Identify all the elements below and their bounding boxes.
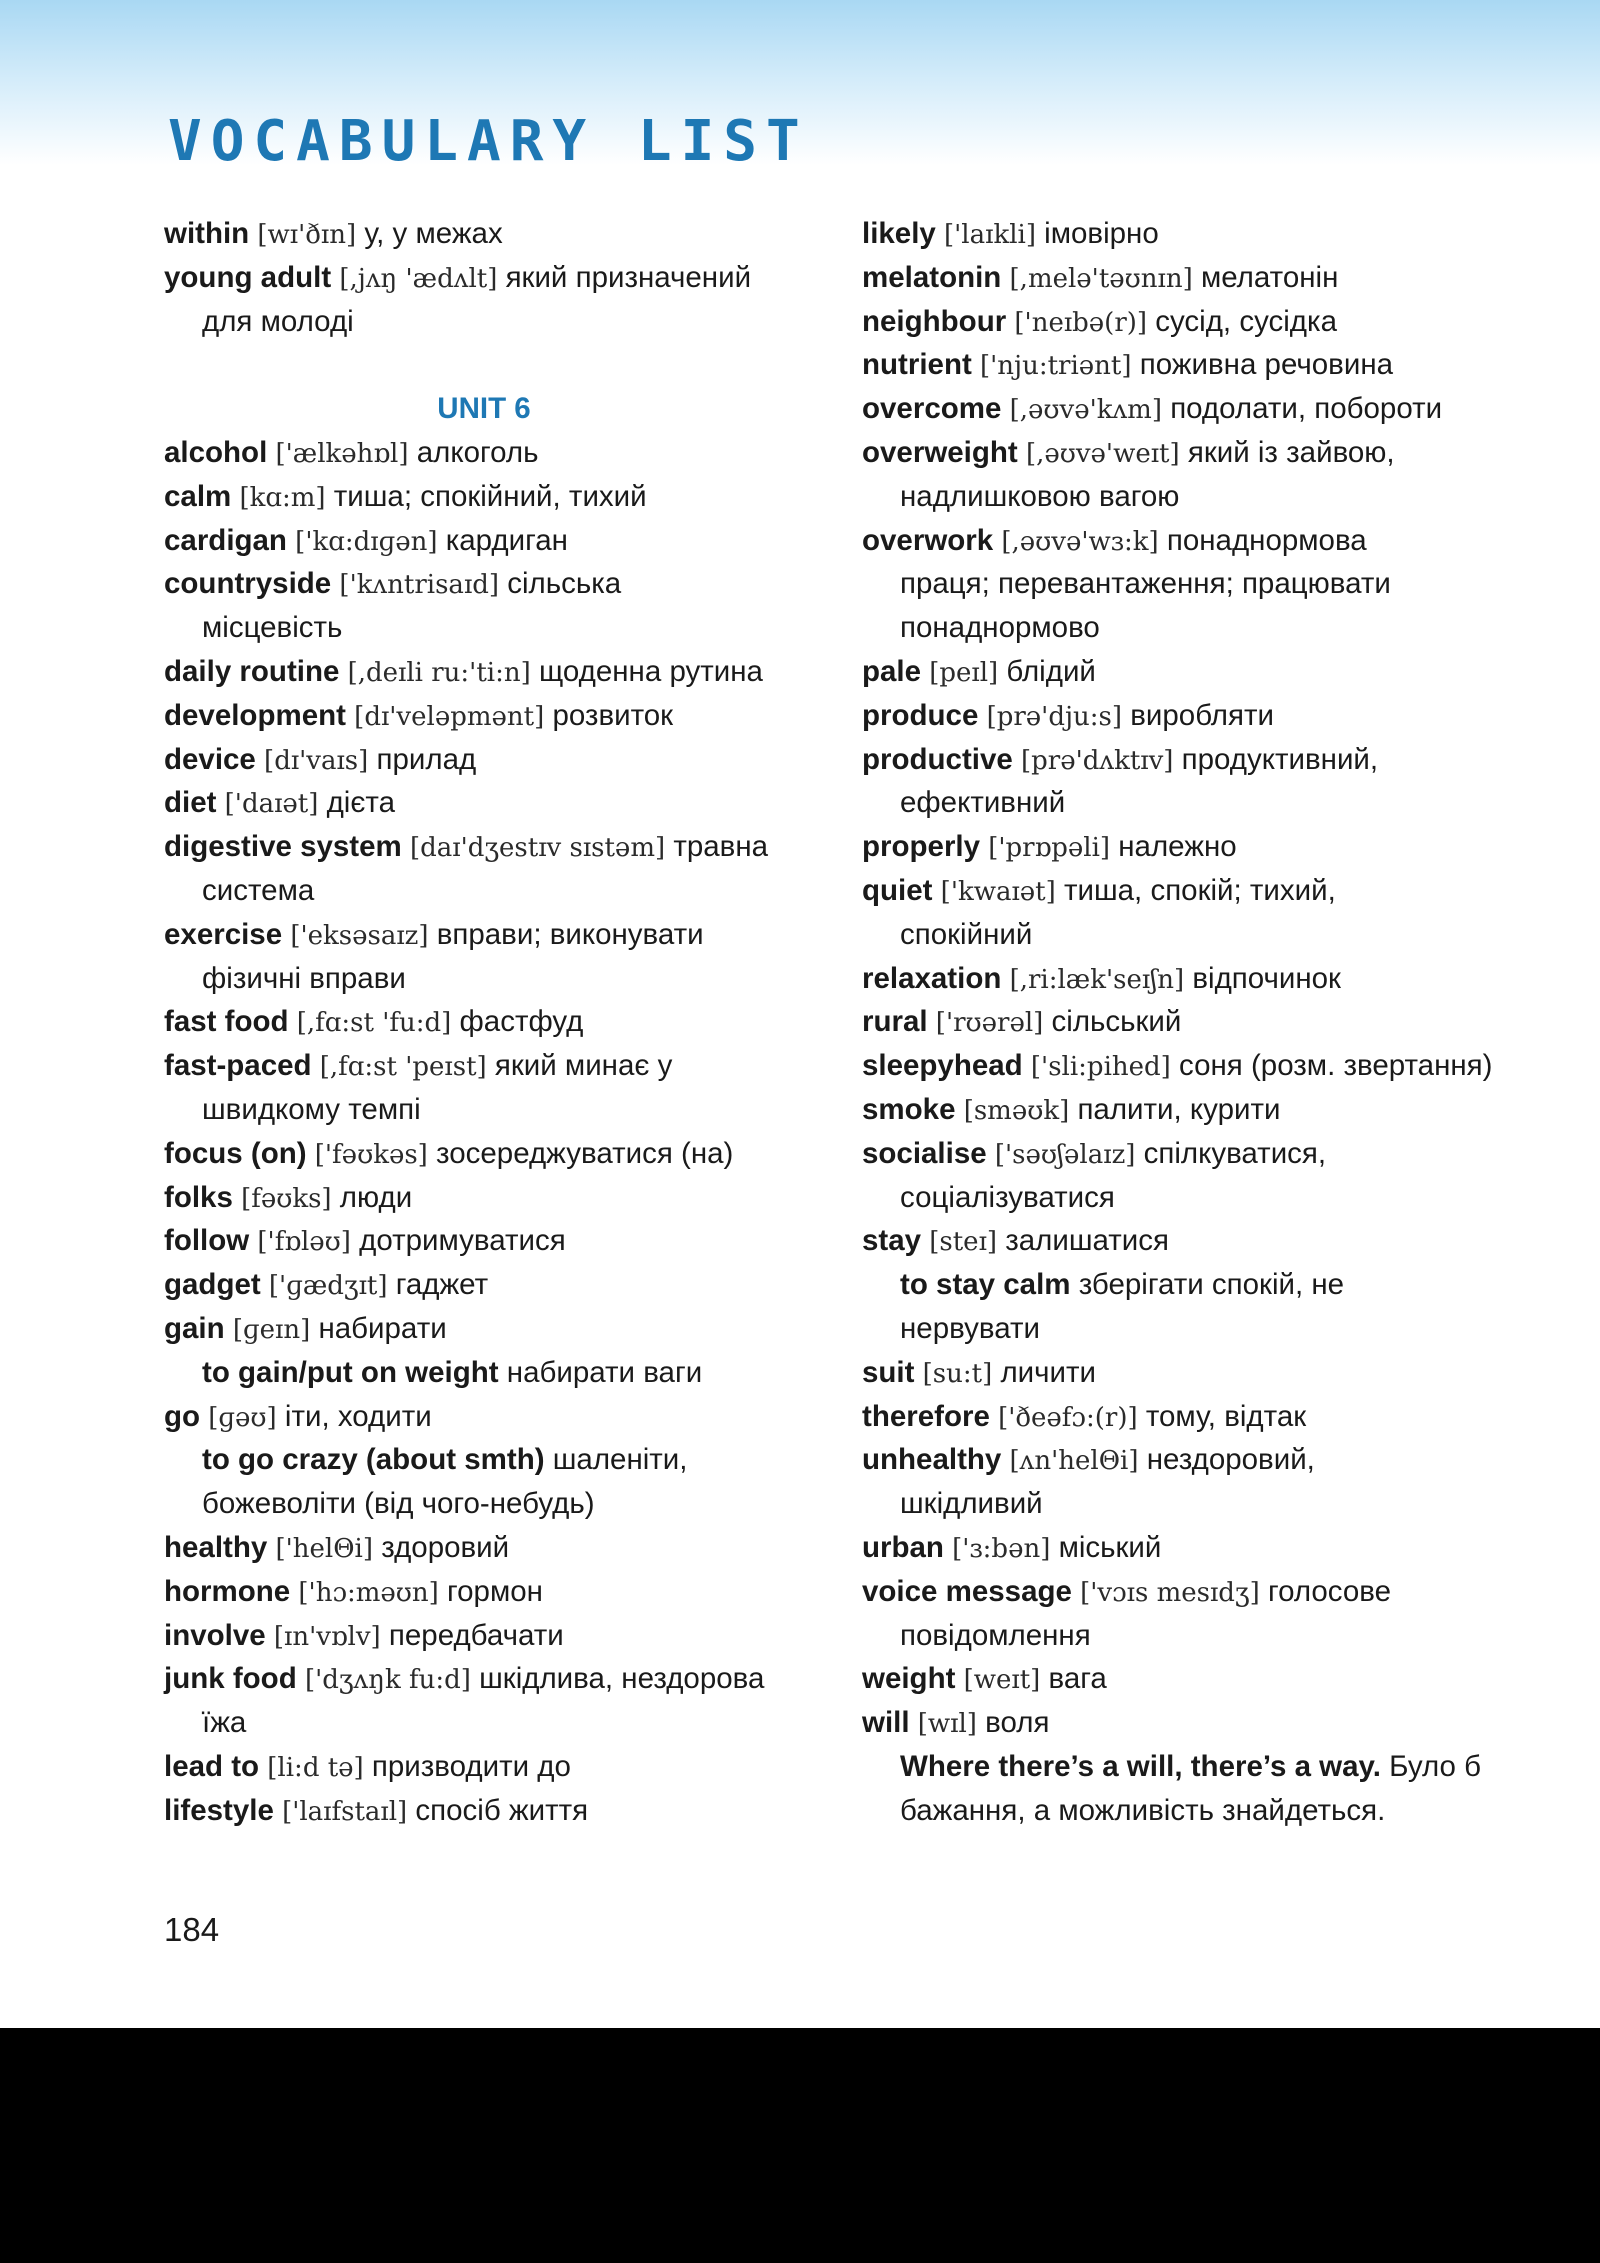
pronunciation: ['sli:pihed] — [1030, 1052, 1171, 1083]
translation: алкоголь — [416, 435, 539, 469]
vocab-entry — [862, 1526, 1562, 1570]
headword: nutrient — [862, 348, 972, 382]
pronunciation: ['nju:triənt] — [980, 351, 1132, 382]
pronunciation: [,fɑ:st 'peɪst] — [319, 1052, 487, 1083]
headword: exercise — [164, 917, 283, 951]
translation: понаднормово — [900, 611, 1100, 645]
vocab-entry — [862, 1088, 1562, 1132]
translation: гаджет — [395, 1268, 489, 1302]
headword: digestive system — [164, 830, 402, 864]
vocab-entry — [164, 212, 804, 256]
headword: young adult — [164, 260, 332, 294]
vocab-phrase — [164, 1351, 804, 1395]
pronunciation: ['daɪət] — [224, 789, 319, 820]
vocab-entry — [164, 1044, 804, 1088]
translation: соня (розм. звертання) — [1179, 1049, 1493, 1083]
translation: тому, відтак — [1145, 1399, 1307, 1433]
pronunciation: ['dʒʌŋk fu:d] — [304, 1665, 471, 1696]
vocab-entry — [164, 781, 804, 825]
translation: міський — [1058, 1530, 1162, 1564]
headword: urban — [862, 1530, 944, 1564]
vocab-entry — [164, 1657, 804, 1701]
pronunciation: [kɑ:m] — [239, 482, 326, 513]
pronunciation: ['eksəsaɪz] — [290, 920, 429, 951]
vocab-entry — [862, 431, 1562, 475]
headword: suit — [862, 1355, 915, 1389]
headword: quiet — [862, 873, 933, 907]
translation: спілкуватися, — [1143, 1136, 1327, 1170]
translation: фізичні вправи — [202, 961, 406, 995]
headword: fast food — [164, 1005, 289, 1039]
vocab-continuation — [862, 781, 1562, 825]
headword: hormone — [164, 1574, 291, 1608]
pronunciation: [li:d tə] — [267, 1752, 364, 1783]
pronunciation: [steɪ] — [929, 1227, 998, 1258]
pronunciation: [prə'dju:s] — [986, 701, 1123, 732]
pronunciation: ['fɒləʊ] — [257, 1227, 351, 1258]
headword: rural — [862, 1005, 928, 1039]
vocab-entry — [862, 1438, 1562, 1482]
translation: який минає у — [494, 1049, 673, 1083]
vocab-continuation — [862, 475, 1562, 519]
vocab-entry — [862, 1395, 1562, 1439]
right-column — [862, 212, 1562, 1832]
pronunciation: [prə'dʌktɪv] — [1021, 745, 1174, 776]
translation: фастфуд — [459, 1005, 584, 1039]
pronunciation: ['laɪfstaɪl] — [282, 1796, 408, 1827]
translation: прилад — [376, 742, 477, 776]
vocab-entry — [164, 1614, 804, 1658]
translation: імовірно — [1044, 217, 1159, 250]
translation: набирати ваги — [506, 1355, 703, 1389]
pronunciation: [dɪ'vaɪs] — [264, 745, 369, 776]
vocab-continuation — [164, 1482, 804, 1526]
translation: божеволіти (від чого-небудь) — [202, 1487, 595, 1521]
translation: місцевість — [202, 611, 343, 645]
vocab-continuation — [862, 562, 1562, 606]
translation: кардиган — [445, 523, 568, 557]
headword: therefore — [862, 1399, 990, 1433]
translation: у, у межах — [364, 217, 503, 250]
headword: produce — [862, 698, 979, 732]
pronunciation: [weɪt] — [963, 1665, 1041, 1696]
vocab-entry — [164, 1570, 804, 1614]
pronunciation: [ɡeɪn] — [232, 1314, 311, 1345]
pronunciation: ['kɑ:dɪɡən] — [295, 526, 438, 557]
vocab-entry — [862, 256, 1562, 300]
vocab-continuation — [862, 1482, 1562, 1526]
translation: відпочинок — [1192, 961, 1341, 995]
headword: neighbour — [862, 304, 1007, 338]
vocab-entry — [164, 1000, 804, 1044]
vocab-continuation — [164, 957, 804, 1001]
translation: повідомлення — [900, 1618, 1091, 1652]
translation: палити, курити — [1077, 1092, 1281, 1126]
translation: здоровий — [381, 1530, 510, 1564]
vocab-entry — [862, 300, 1562, 344]
headword: focus (on) — [164, 1136, 307, 1170]
vocab-entry — [164, 1263, 804, 1307]
vocab-entry — [164, 1395, 804, 1439]
translation: сільський — [1051, 1005, 1182, 1039]
pronunciation: [,fɑ:st 'fu:d] — [296, 1008, 452, 1039]
translation: передбачати — [388, 1618, 564, 1652]
translation: бажання, а можливість знайдеться. — [900, 1793, 1386, 1827]
vocab-entry — [164, 475, 804, 519]
headword: likely — [862, 217, 936, 250]
translation: нервувати — [900, 1311, 1040, 1345]
translation: розвиток — [552, 698, 674, 732]
pronunciation: ['rʊərəl] — [935, 1008, 1044, 1039]
headword: daily routine — [164, 654, 340, 688]
vocab-continuation — [862, 1614, 1562, 1658]
translation: воля — [985, 1706, 1050, 1740]
headword: voice message — [862, 1574, 1072, 1608]
translation: дієта — [326, 786, 395, 820]
translation: тиша, спокій; тихий, — [1063, 873, 1336, 907]
vocab-entry — [164, 738, 804, 782]
translation: голосове — [1267, 1574, 1392, 1608]
pronunciation: ['hɔ:məʊn] — [298, 1577, 439, 1608]
pronunciation: [,əʊvə'wɜ:k] — [1001, 526, 1159, 557]
vocab-entry — [164, 562, 804, 606]
pronunciation: [,deɪli ru:'ti:n] — [347, 657, 531, 688]
pronunciation: [dɪ'veləpmənt] — [354, 701, 545, 732]
phrase: to stay calm — [900, 1268, 1071, 1302]
translation: залишатися — [1005, 1224, 1169, 1258]
translation: щоденна рутина — [538, 654, 763, 688]
vocab-entry — [862, 387, 1562, 431]
spacer — [164, 343, 804, 387]
headword: gadget — [164, 1268, 261, 1302]
pronunciation: ['fəʊkəs] — [314, 1139, 428, 1170]
pronunciation: ['ðeəfɔ:(r)] — [998, 1402, 1138, 1433]
translation: набирати — [318, 1311, 447, 1345]
translation: зосереджуватися (на) — [436, 1136, 734, 1170]
translation: сусід, сусідка — [1155, 304, 1337, 338]
headword: folks — [164, 1180, 233, 1214]
headword: overwork — [862, 523, 994, 557]
pronunciation: ['vɔɪs mesɪdʒ] — [1080, 1577, 1260, 1608]
headword: smoke — [862, 1092, 956, 1126]
headword: properly — [862, 830, 981, 864]
headword: will — [862, 1706, 910, 1740]
headword: alcohol — [164, 435, 268, 469]
pronunciation: [,əʊvə'weɪt] — [1025, 438, 1180, 469]
vocab-entry — [164, 1745, 804, 1789]
vocab-continuation — [164, 300, 804, 344]
headword: junk food — [164, 1662, 297, 1696]
vocab-entry — [164, 825, 804, 869]
pronunciation: [wɪl] — [917, 1709, 977, 1740]
translation: подолати, побороти — [1170, 392, 1443, 426]
translation: мелатонін — [1200, 260, 1339, 294]
left-column — [164, 212, 804, 1832]
headword: involve — [164, 1618, 266, 1652]
vocab-entry — [862, 1570, 1562, 1614]
pronunciation: ['ɜ:bən] — [952, 1533, 1051, 1564]
headword: stay — [862, 1224, 922, 1258]
vocab-entry — [862, 1044, 1562, 1088]
vocab-entry — [862, 1132, 1562, 1176]
pronunciation: [,melə'təʊnɪn] — [1009, 263, 1193, 294]
pronunciation: ['kwaɪət] — [940, 876, 1056, 907]
translation: поживна речовина — [1139, 348, 1394, 382]
translation: продуктивний, — [1181, 742, 1379, 776]
vocab-entry — [862, 869, 1562, 913]
translation: вправи; виконувати — [436, 917, 704, 951]
translation: спокійний — [900, 917, 1033, 951]
pronunciation: [ʌn'helΘi] — [1009, 1446, 1139, 1477]
translation: який призначений — [505, 260, 752, 294]
headword: follow — [164, 1224, 250, 1258]
translation: понаднормова — [1166, 523, 1367, 557]
vocab-entry — [164, 913, 804, 957]
pronunciation: [sməʊk] — [963, 1095, 1070, 1126]
translation: праця; перевантаження; працювати — [900, 567, 1391, 601]
headword: lead to — [164, 1749, 260, 1783]
headword: unhealthy — [862, 1443, 1002, 1477]
vocab-entry — [164, 1526, 804, 1570]
headword: overcome — [862, 392, 1002, 426]
translation: нездоровий, — [1146, 1443, 1315, 1477]
headword: development — [164, 698, 346, 732]
pronunciation: ['neɪbə(r)] — [1014, 307, 1148, 338]
translation: надлишковою вагою — [900, 479, 1180, 513]
pronunciation: ['ɡædʒɪt] — [268, 1271, 388, 1302]
translation: травна — [673, 830, 769, 864]
vocab-entry — [862, 825, 1562, 869]
vocab-continuation — [862, 1307, 1562, 1351]
pronunciation: ['helΘi] — [275, 1533, 373, 1564]
translation: тиша; спокійний, тихий — [333, 479, 647, 513]
translation: швидкому темпі — [202, 1092, 421, 1126]
translation: спосіб життя — [415, 1793, 589, 1827]
pronunciation: ['səʊʃəlaɪz] — [994, 1139, 1136, 1170]
translation: соціалізуватися — [900, 1180, 1115, 1214]
headword: gain — [164, 1311, 225, 1345]
headword: relaxation — [862, 961, 1002, 995]
headword: sleepyhead — [862, 1049, 1023, 1083]
vocab-phrase — [164, 1438, 804, 1482]
vocab-entry — [862, 1657, 1562, 1701]
headword: lifestyle — [164, 1793, 274, 1827]
headword: countryside — [164, 567, 332, 601]
headword: device — [164, 742, 256, 776]
translation: гормон — [447, 1574, 543, 1608]
vocab-entry — [862, 1219, 1562, 1263]
pronunciation: [ɪn'vɒlv] — [273, 1621, 381, 1652]
vocab-phrase — [862, 1263, 1562, 1307]
phrase: to gain/put on weight — [202, 1355, 499, 1389]
vocab-entry — [862, 694, 1562, 738]
translation: виробляти — [1130, 698, 1274, 732]
vocab-entry — [164, 694, 804, 738]
vocab-entry — [862, 212, 1562, 256]
translation: сільська — [507, 567, 622, 601]
translation: для молоді — [202, 304, 354, 338]
vocab-continuation — [862, 913, 1562, 957]
unit-heading: UNIT 6 — [437, 392, 531, 426]
vocab-entry — [862, 1351, 1562, 1395]
vocab-entry — [164, 1789, 804, 1833]
translation: який із зайвою, — [1187, 435, 1395, 469]
phrase: Where there’s a will, there’s a way. — [900, 1749, 1381, 1783]
translation: дотримуватися — [359, 1224, 566, 1258]
phrase: to go crazy (about smth) — [202, 1443, 545, 1477]
translation: блідий — [1006, 654, 1096, 688]
vocab-continuation — [862, 1789, 1562, 1833]
page-number: 184 — [164, 1911, 220, 1948]
translation: люди — [339, 1180, 413, 1214]
vocab-entry — [862, 1701, 1562, 1745]
vocab-entry — [164, 1307, 804, 1351]
vocab-entry — [862, 1000, 1562, 1044]
vocab-entry — [862, 957, 1562, 1001]
translation: шкідлива, нездорова — [479, 1662, 765, 1696]
vocab-phrase — [862, 1745, 1562, 1789]
pronunciation: [wɪ'ðɪn] — [257, 220, 357, 250]
translation: шаленіти, — [552, 1443, 688, 1477]
pronunciation: [ɡəʊ] — [208, 1402, 277, 1433]
headword: go — [164, 1399, 201, 1433]
translation: зберігати спокій, не — [1078, 1268, 1345, 1302]
pronunciation: [daɪ'dʒestɪv sɪstəm] — [409, 833, 666, 864]
translation: система — [202, 873, 315, 907]
translation: їжа — [202, 1706, 247, 1740]
vocab-entry — [164, 1132, 804, 1176]
vocab-continuation — [862, 606, 1562, 650]
pronunciation: [,ri:læk'seɪʃn] — [1009, 964, 1185, 995]
vocab-entry — [164, 431, 804, 475]
pronunciation: [,jʌŋ 'ædʌlt] — [339, 263, 498, 294]
headword: overweight — [862, 435, 1018, 469]
vocab-entry — [164, 1219, 804, 1263]
pronunciation: [peɪl] — [929, 657, 999, 688]
headword: productive — [862, 742, 1013, 776]
translation: ефективний — [900, 786, 1066, 820]
vocab-continuation — [164, 1088, 804, 1132]
vocab-continuation — [862, 1176, 1562, 1220]
translation: Було б — [1389, 1749, 1481, 1783]
pronunciation: ['kʌntrisaɪd] — [339, 570, 500, 601]
translation: личити — [1000, 1355, 1096, 1389]
pronunciation: [fəʊks] — [241, 1183, 332, 1214]
headword: pale — [862, 654, 922, 688]
vocab-entry — [862, 738, 1562, 782]
pronunciation: ['prɒpəli] — [988, 833, 1111, 864]
headword: calm — [164, 479, 232, 513]
vocab-entry — [164, 519, 804, 563]
headword: healthy — [164, 1530, 268, 1564]
vocab-entry — [164, 256, 804, 300]
translation: шкідливий — [900, 1487, 1043, 1521]
vocab-entry — [862, 650, 1562, 694]
pronunciation: [,əʊvə'kʌm] — [1009, 395, 1162, 426]
headword: fast-paced — [164, 1049, 312, 1083]
headword: cardigan — [164, 523, 287, 557]
headword: melatonin — [862, 260, 1002, 294]
pronunciation: ['ælkəhɒl] — [275, 438, 409, 469]
vocab-entry — [164, 1176, 804, 1220]
vocab-continuation — [164, 869, 804, 913]
vocab-entry — [862, 519, 1562, 563]
headword: diet — [164, 786, 217, 820]
translation: вага — [1048, 1662, 1107, 1696]
vocab-continuation — [164, 606, 804, 650]
translation: належно — [1118, 830, 1237, 864]
headword: socialise — [862, 1136, 987, 1170]
translation: призводити до — [371, 1749, 571, 1783]
page-title: VOCABULARY LIST — [168, 109, 809, 174]
headword: within — [164, 217, 250, 250]
pronunciation: [su:t] — [922, 1358, 993, 1389]
vocab-continuation — [164, 1701, 804, 1745]
translation: іти, ходити — [284, 1399, 432, 1433]
vocab-entry — [862, 343, 1562, 387]
pronunciation: ['laɪkli] — [944, 220, 1036, 250]
headword: weight — [862, 1662, 956, 1696]
vocab-entry — [164, 650, 804, 694]
